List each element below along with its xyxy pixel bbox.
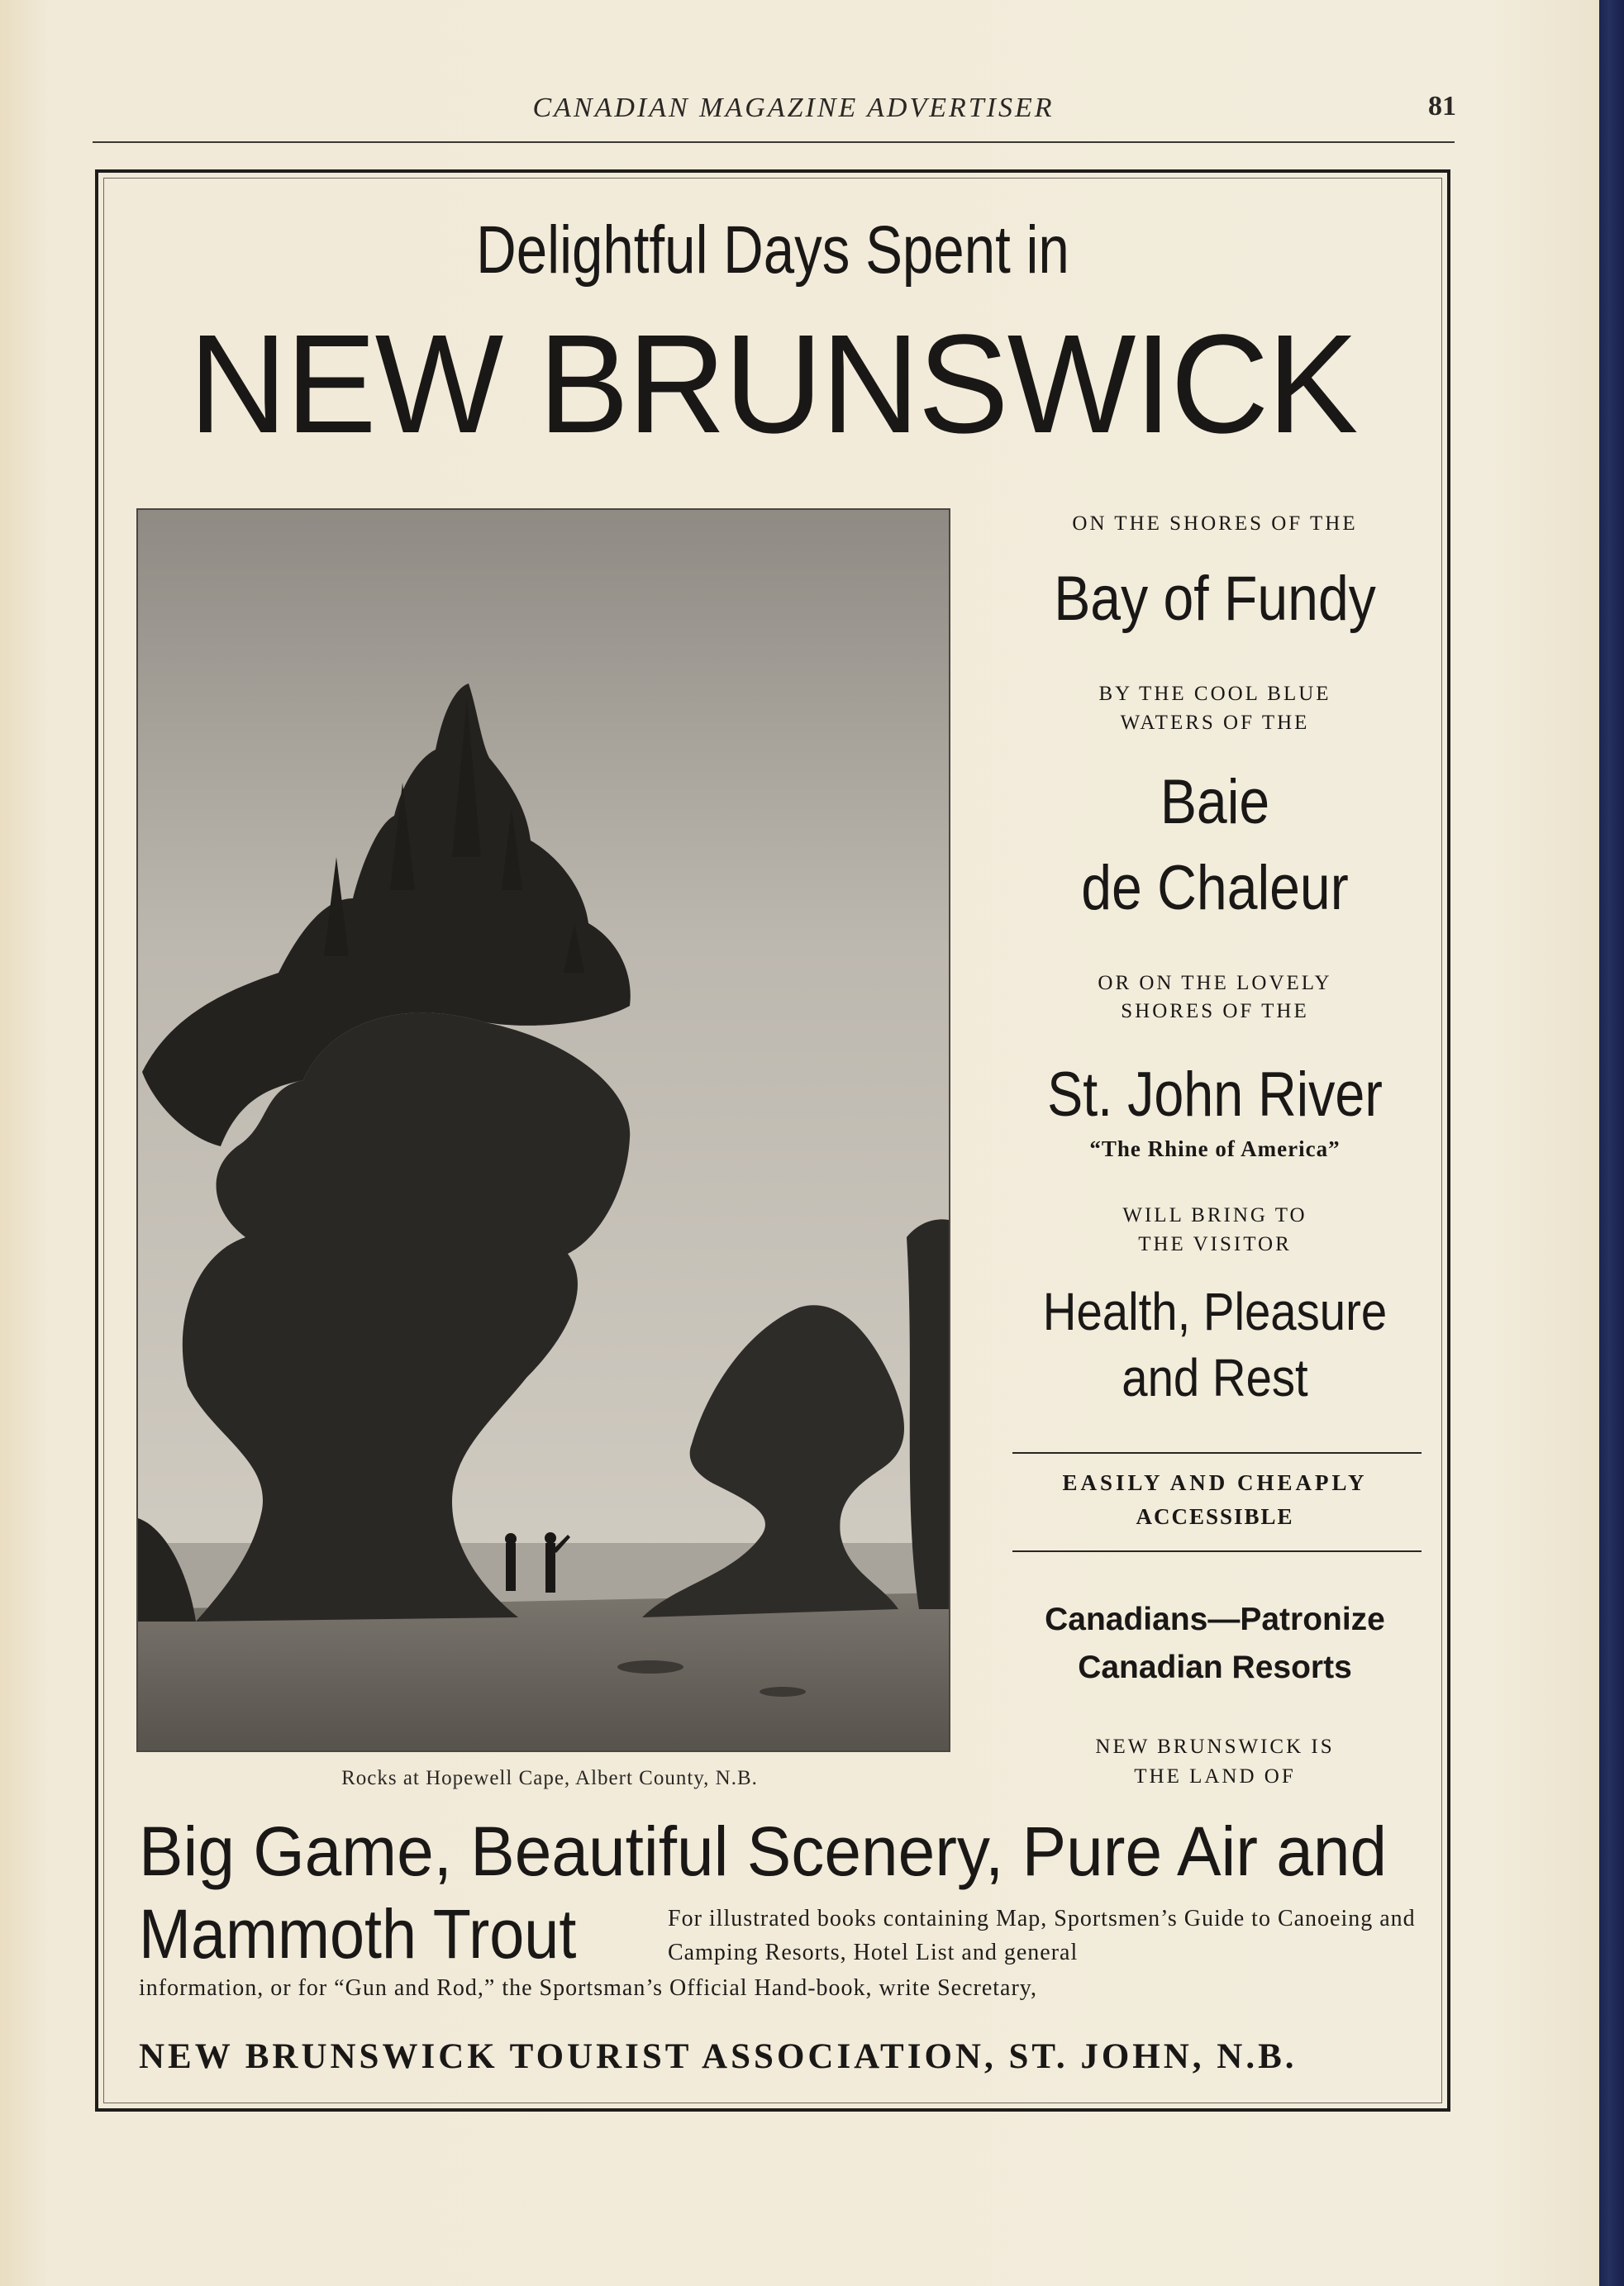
- book-cover-edge: [1599, 0, 1624, 2286]
- access-line-1: EASILY AND CHEAPLY: [1062, 1470, 1368, 1495]
- column-rule-bottom: [1012, 1550, 1422, 1552]
- place-st-john-note: “The Rhine of America”: [1089, 1136, 1341, 1161]
- intro-visitor-1: WILL BRING TO: [1122, 1204, 1307, 1226]
- land-line-2: THE LAND OF: [1134, 1765, 1296, 1788]
- benefit-health-pleasure: Health, Pleasure: [1042, 1282, 1388, 1341]
- page-number: 81: [1428, 91, 1456, 121]
- benefit-and-rest: and Rest: [1122, 1348, 1308, 1407]
- association-signature: NEW BRUNSWICK TOURIST ASSOCIATION, ST. JOHN, N.B.: [139, 2037, 1298, 2076]
- intro-lovely-1: OR ON THE LOVELY: [1098, 972, 1332, 994]
- slogan-line-1: Canadians—Patronize: [1045, 1602, 1385, 1637]
- photo-caption: Rocks at Hopewell Cape, Albert County, N.B.: [341, 1767, 758, 1789]
- big-game-line: Big Game, Beautiful Scenery, Pure Air and: [139, 1812, 1388, 1890]
- place-de-chaleur: de Chaleur: [1081, 853, 1349, 923]
- info-paragraph-continued: information, or for “Gun and Rod,” the Sportsman’s Official Hand-book, write Secretary,: [139, 1975, 1037, 2001]
- place-baie: Baie: [1160, 767, 1270, 837]
- access-line-2: ACCESSIBLE: [1136, 1504, 1294, 1529]
- intro-cool-blue-2: WATERS OF THE: [1120, 712, 1310, 734]
- mammoth-trout-line: Mammoth Trout: [139, 1895, 577, 1973]
- photo-illustration: [138, 510, 950, 1752]
- intro-lovely-2: SHORES OF THE: [1121, 1000, 1309, 1022]
- intro-shores: ON THE SHORES OF THE: [1072, 512, 1358, 535]
- hopewell-rocks-photo: [136, 508, 950, 1752]
- place-st-john-river: St. John River: [1047, 1060, 1383, 1130]
- headline-main: NEW BRUNSWICK: [188, 306, 1357, 463]
- header-rule: [93, 141, 1455, 143]
- land-line-1: NEW BRUNSWICK IS: [1095, 1736, 1335, 1758]
- headline-top: Delightful Days Spent in: [476, 212, 1069, 288]
- intro-visitor-2: THE VISITOR: [1138, 1233, 1292, 1255]
- running-title: CANADIAN MAGAZINE ADVERTISER: [532, 93, 1055, 123]
- intro-cool-blue-1: BY THE COOL BLUE: [1098, 683, 1331, 705]
- place-bay-of-fundy: Bay of Fundy: [1054, 564, 1376, 634]
- slogan-line-2: Canadian Resorts: [1078, 1650, 1352, 1685]
- info-paragraph-right: For illustrated books containing Map, Sportsmen’s Guide to Canoeing and Camping Resorts, Hotel List and general: [668, 1906, 1416, 1965]
- column-rule-top: [1012, 1452, 1422, 1454]
